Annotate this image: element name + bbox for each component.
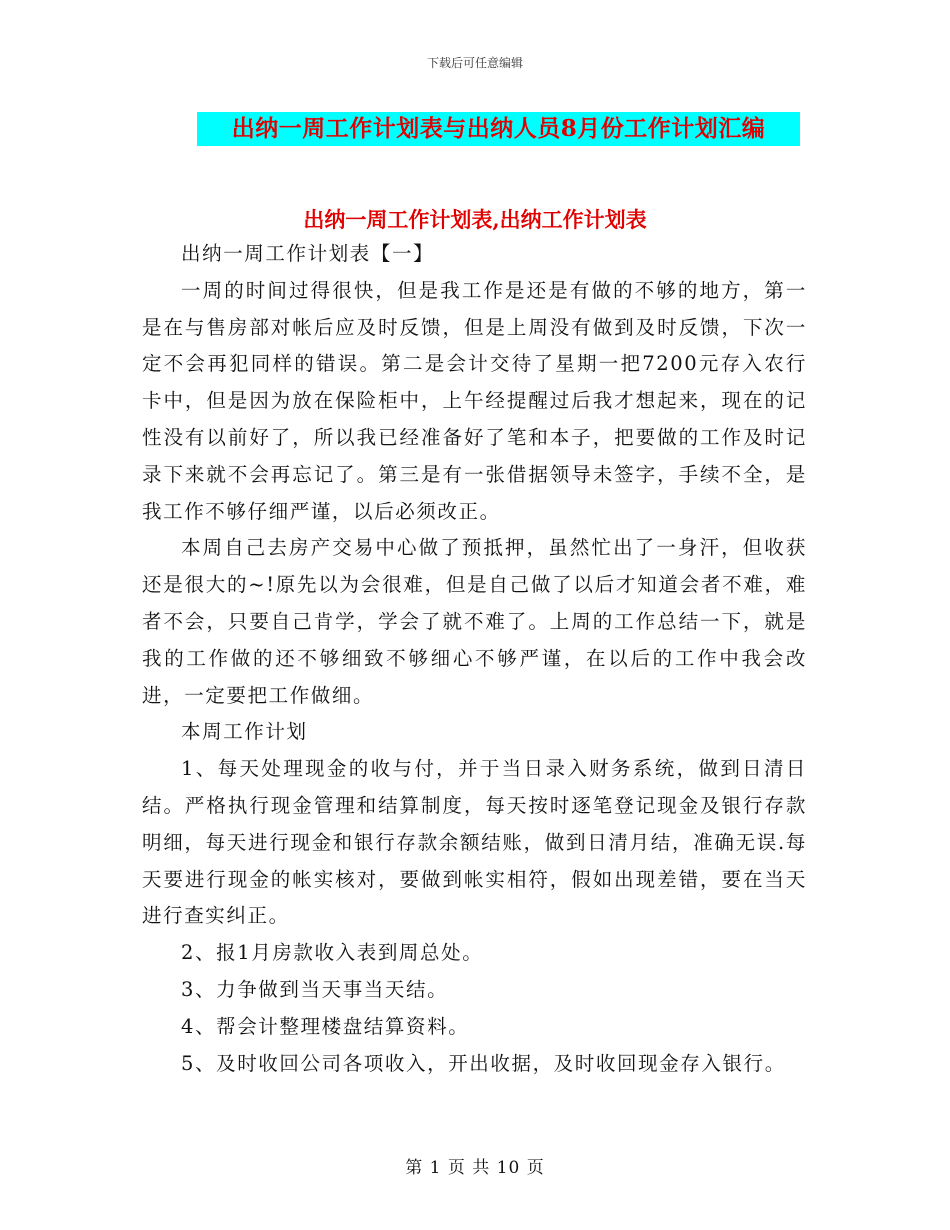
- header-note: 下载后可任意编辑: [426, 56, 523, 70]
- list-item: 1、每天处理现金的收与付，并于当日录入财务系统，做到日清日结。严格执行现金管理和结算制度，每天按时逐笔登记现金及银行存款明细，每天进行现金和银行存款余额结账，做到日清月结，准确无误.每天要进行现金的帐实核对，要做到帐实相符，假如出现差错，要在当天进行查实纠正。: [142, 757, 807, 928]
- list-item: 4、帮会计整理楼盘结算资料。: [181, 1014, 470, 1038]
- page-number: 第 1 页 共 10 页: [405, 1158, 545, 1178]
- document-title: 出纳一周工作计划表与出纳人员8月份工作计划汇编: [231, 115, 766, 142]
- paragraph-heading: 出纳一周工作计划表【一】: [181, 242, 435, 265]
- paragraph-heading: 本周工作计划: [181, 720, 308, 744]
- document-title-highlight: [197, 112, 800, 146]
- list-item: 2、报1月房款收入表到周总处。: [181, 941, 484, 965]
- section-title: 出纳一周工作计划表,出纳工作计划表: [303, 207, 647, 232]
- list-item: 5、及时收回公司各项收入，开出收据，及时收回现金存入银行。: [181, 1051, 786, 1075]
- paragraph: 一周的时间过得很快，但是我工作是还是有做的不够的地方，第一是在与售房部对帐后应及时反馈，但是上周没有做到及时反馈，下次一定不会再犯同样的错误。第二是会计交待了星期一把7200元存入农行卡中，但是因为放在保险柜中，上午经提醒过后我才想起来，现在的记性没有以前好了，所以我已经准备好了笔和本子，把要做的工作及时记录下来就不会再忘记了。第三是有一张借据领导未签字，手续不全，是我工作不够仔细严谨，以后必须改正。: [142, 278, 807, 523]
- document-body: [142, 236, 807, 1082]
- list-item: 3、力争做到当天事当天结。: [181, 977, 449, 1001]
- paragraph: 本周自己去房产交易中心做了预抵押，虽然忙出了一身汗，但收获还是很大的~!原先以为会很难，但是自己做了以后才知道会者不难，难者不会，只要自己肯学，学会了就不难了。上周的工作总结一下，就是我的工作做的还不够细致不够细心不够严谨，在以后的工作中我会改进，一定要把工作做细。: [142, 536, 807, 707]
